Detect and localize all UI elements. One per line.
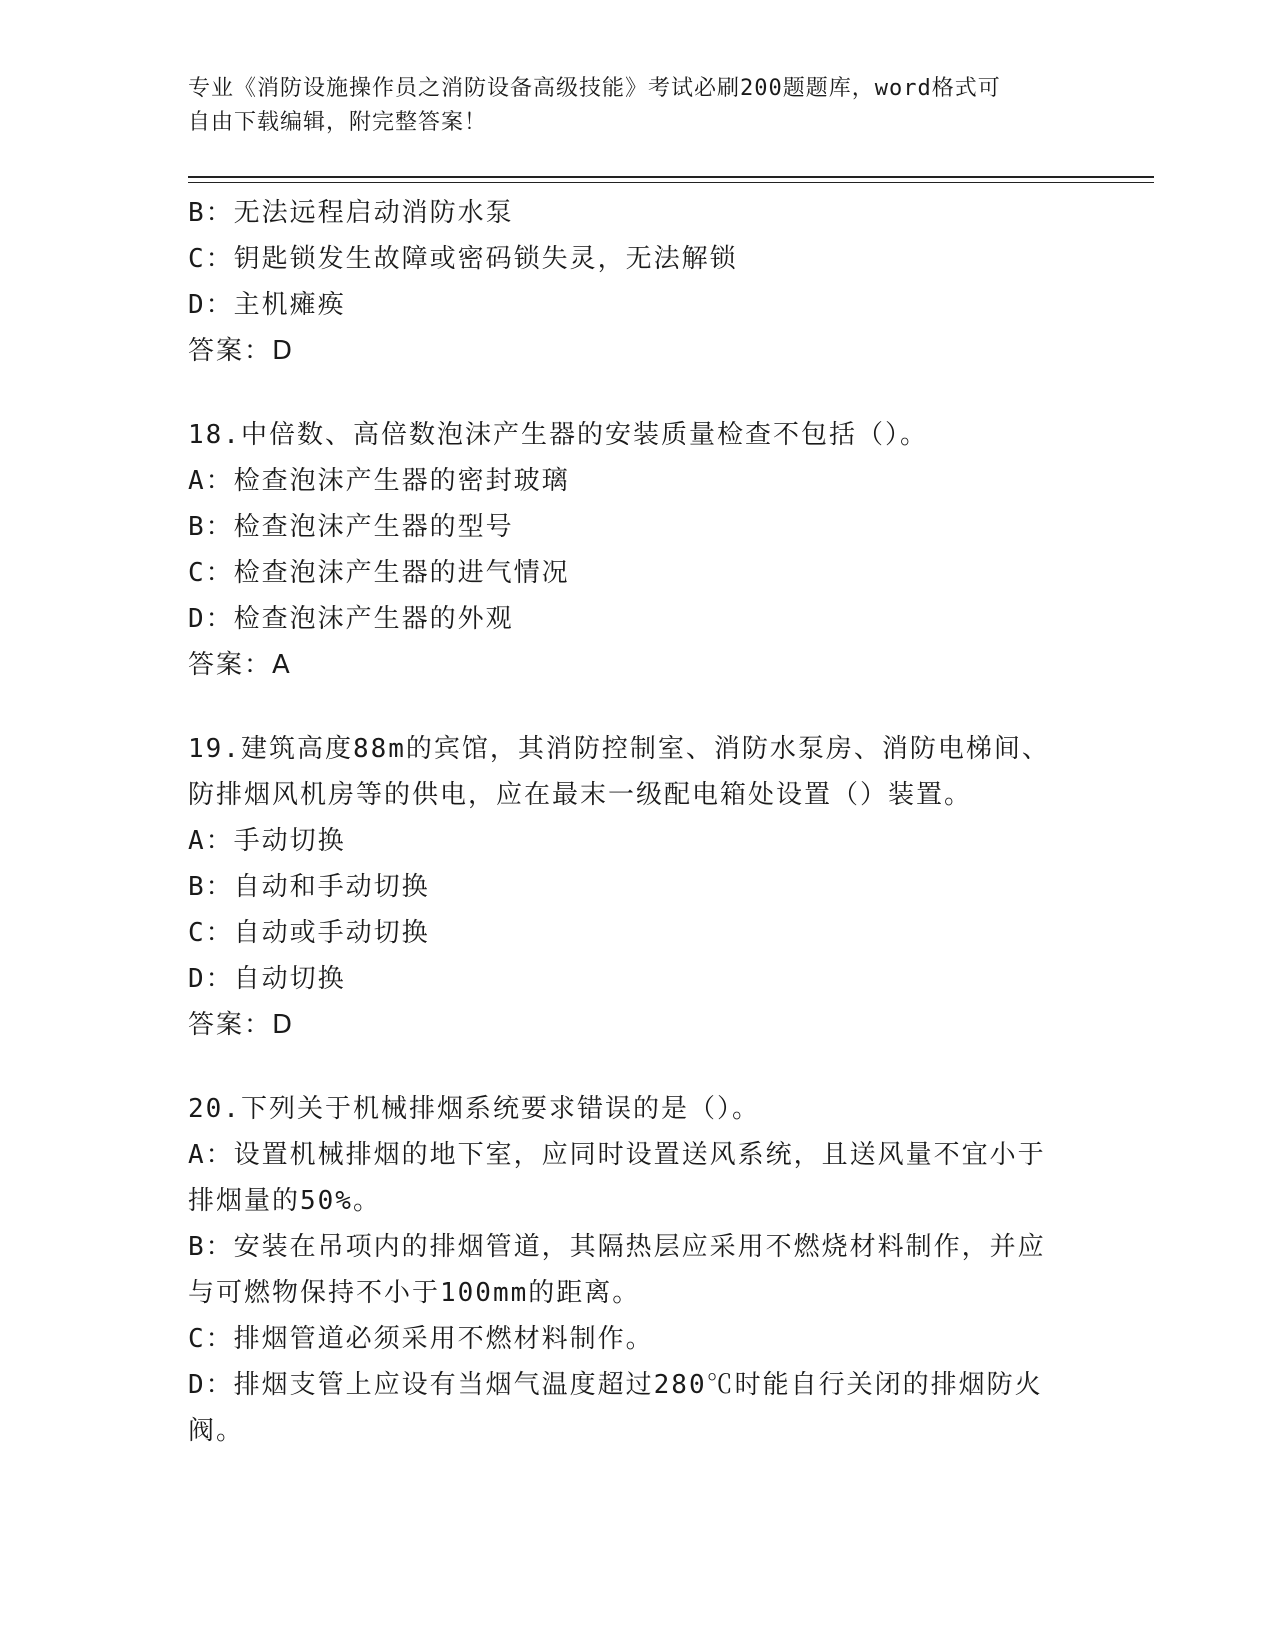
answer-line: 答案：D [188,1010,295,1040]
option-c: C：自动或手动切换 [188,918,430,948]
header-line-1: 专业《消防设施操作员之消防设备高级技能》考试必刷200题题库，word格式可 [188,76,1001,101]
option-d: D：自动切换 [188,964,346,994]
answer-line: 答案：A [188,650,292,680]
question-content [188,190,1088,1454]
question-stem-line-1: 19.建筑高度88m的宾馆，其消防控制室、消防水泵房、消防电梯间、 [188,734,1050,764]
question-stem: 18.中倍数、高倍数泡沫产生器的安装质量检查不包括（）。 [188,420,928,450]
header-line-2: 自由下载编辑，附完整答案！ [188,110,488,135]
document-header [188,72,1068,140]
option-b-line-1: B：安装在吊项内的排烟管道，其隔热层应采用不燃烧材料制作，并应 [188,1232,1046,1262]
option-d-line-1: D：排烟支管上应设有当烟气温度超过280℃时能自行关闭的排烟防火 [188,1370,1043,1400]
question-20 [188,1086,1088,1454]
question-19 [188,726,1088,1048]
question-stem-line-2: 防排烟风机房等的供电，应在最末一级配电箱处设置（）装置。 [188,780,973,810]
answer-line: 答案：D [188,336,295,366]
question-18 [188,412,1088,688]
header-rule-thick [188,176,1154,178]
option-a-line-2: 排烟量的50%。 [188,1186,381,1216]
option-d-line-2: 阀。 [188,1416,245,1446]
option-b: B：无法远程启动消防水泵 [188,198,514,228]
option-b: B：检查泡沫产生器的型号 [188,512,514,542]
option-b-line-2: 与可燃物保持不小于100mm的距离。 [188,1278,641,1308]
option-c: C：钥匙锁发生故障或密码锁失灵，无法解锁 [188,244,738,274]
option-a: A：手动切换 [188,826,346,856]
header-rule-thin [188,182,1154,183]
option-d: D：主机瘫痪 [188,290,346,320]
option-c: C：排烟管道必须采用不燃材料制作。 [188,1324,654,1354]
question-stem: 20.下列关于机械排烟系统要求错误的是（）。 [188,1094,760,1124]
option-b: B：自动和手动切换 [188,872,430,902]
prev-question [188,190,1088,374]
option-c: C：检查泡沫产生器的进气情况 [188,558,570,588]
option-a: A：检查泡沫产生器的密封玻璃 [188,466,570,496]
option-d: D：检查泡沫产生器的外观 [188,604,514,634]
option-a-line-1: A：设置机械排烟的地下室，应同时设置送风系统，且送风量不宜小于 [188,1140,1046,1170]
